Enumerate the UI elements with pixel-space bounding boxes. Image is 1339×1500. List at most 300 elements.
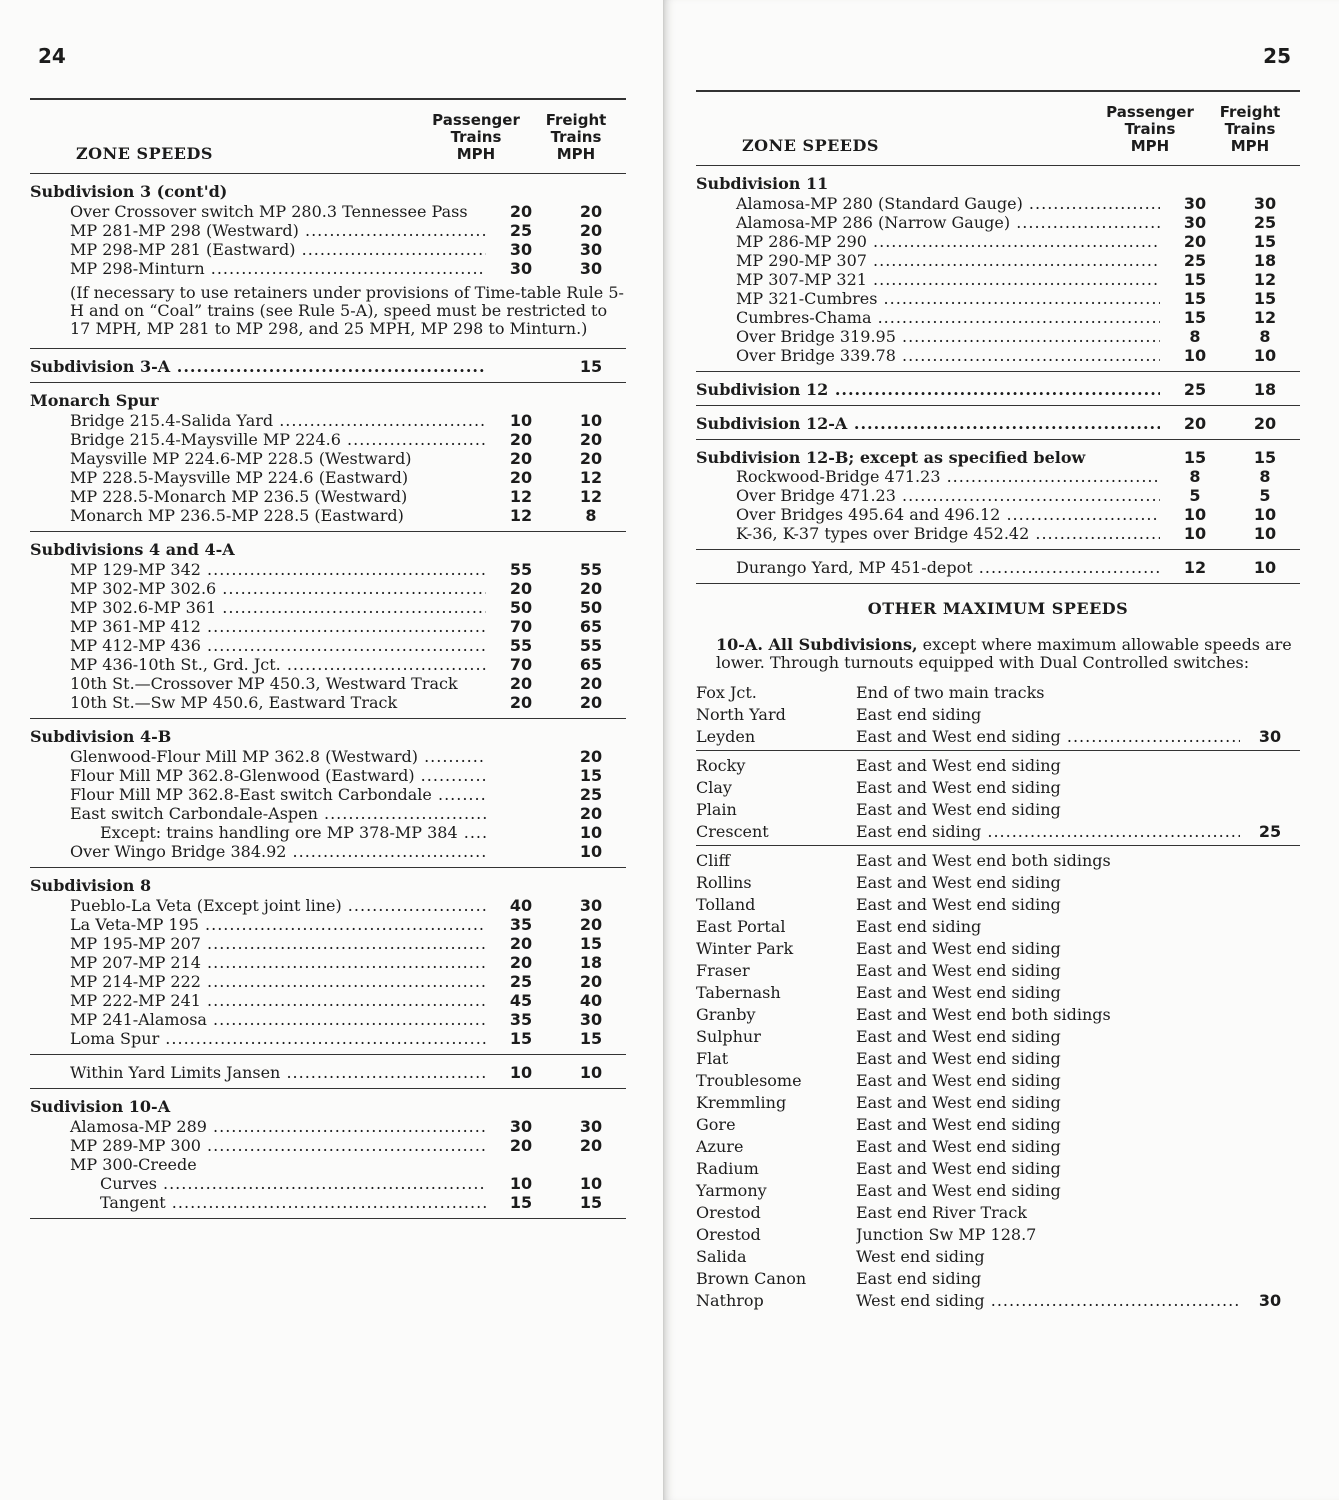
other-speeds-intro <box>696 628 1300 678</box>
station-name: Tabernash <box>696 983 781 1002</box>
table-row <box>696 346 1300 365</box>
passenger-speed: 20 <box>509 579 533 598</box>
row-text: Monarch MP 236.5-MP 228.5 (Eastward) <box>70 507 404 525</box>
station-name: Gore <box>696 1115 736 1134</box>
table-row <box>30 1029 626 1048</box>
passenger-speed: 20 <box>1183 414 1207 433</box>
column-header-line: MPH <box>556 145 596 163</box>
passenger-speed: 10 <box>509 1063 533 1082</box>
freight-speed: 20 <box>579 674 603 693</box>
section-2 <box>30 383 626 531</box>
table-row <box>30 449 626 468</box>
passenger-speed: 25 <box>509 221 533 240</box>
station-limit: Junction Sw MP 128.7 <box>856 1226 1037 1244</box>
table-header <box>696 92 1300 165</box>
passenger-column-header <box>426 112 526 163</box>
station-name: Rocky <box>696 756 746 775</box>
station-name: Sulphur <box>696 1027 761 1046</box>
section-title <box>696 449 1160 467</box>
row-text: Pueblo-La Veta (Except joint line) ..... <box>70 897 486 915</box>
table-row <box>30 747 626 766</box>
table-row <box>30 636 626 655</box>
passenger-speed: 12 <box>1183 558 1207 577</box>
column-header-line: Freight <box>545 111 607 129</box>
station-row <box>696 1068 1300 1090</box>
table-row <box>30 896 626 915</box>
row-description <box>30 561 486 579</box>
table-row <box>696 289 1300 308</box>
freight-speed: 20 <box>579 430 603 449</box>
station-name: Orestod <box>696 1225 761 1244</box>
freight-speed: 15 <box>579 357 603 376</box>
station-limit: East end River Track <box>856 1204 1027 1222</box>
row-description <box>30 694 486 712</box>
row-text: MP 290-MP 307 ..... <box>736 252 1160 270</box>
row-text: MP 300-Creede <box>70 1156 197 1174</box>
row-text: Glenwood-Flour Mill MP 362.8 (Westward) ..... <box>70 748 486 766</box>
row-text: Alamosa-MP 289 ..... <box>70 1118 486 1136</box>
passenger-speed: 10 <box>1183 505 1207 524</box>
row-text: MP 222-MP 241 ..... <box>70 992 486 1010</box>
table-row <box>30 506 626 525</box>
freight-speed: 5 <box>1259 486 1271 505</box>
table-row <box>30 430 626 449</box>
table-row <box>30 487 626 506</box>
station-row <box>696 1112 1300 1134</box>
station-limit: East and West end siding ..... <box>856 728 1240 746</box>
row-description <box>696 271 1160 289</box>
table-row <box>30 1174 626 1193</box>
row-description <box>696 328 1160 346</box>
passenger-speed: 20 <box>509 449 533 468</box>
freight-speed: 12 <box>579 468 603 487</box>
station-row <box>696 1134 1300 1156</box>
freight-speed: 20 <box>579 202 603 221</box>
station-name: Granby <box>696 1005 756 1024</box>
station-row <box>696 753 1300 775</box>
row-description <box>30 469 486 487</box>
row-text: MP 286-MP 290 ..... <box>736 233 1160 251</box>
column-header-line: MPH <box>1130 137 1170 155</box>
section-rule <box>30 1218 626 1219</box>
freight-speed: 15 <box>579 1029 603 1048</box>
freight-speed: 20 <box>579 221 603 240</box>
station-limit: End of two main tracks <box>856 684 1045 702</box>
row-description <box>30 580 486 598</box>
table-row <box>696 558 1300 577</box>
table-row <box>30 674 626 693</box>
passenger-speed: 70 <box>509 655 533 674</box>
freight-speed: 15 <box>579 1193 603 1212</box>
passenger-speed: 20 <box>509 468 533 487</box>
station-row <box>696 702 1300 724</box>
station-name: Rollins <box>696 873 752 892</box>
zone-speeds-table-left <box>30 98 626 1219</box>
station-row <box>696 775 1300 797</box>
row-text: MP 228.5-Maysville MP 224.6 (Eastward) <box>70 469 409 487</box>
station-name: East Portal <box>696 917 786 936</box>
station-limit: East and West end siding <box>856 1050 1061 1068</box>
freight-speed: 10 <box>579 1174 603 1193</box>
station-limit: East and West end siding <box>856 1138 1061 1156</box>
freight-speed: 8 <box>1259 327 1271 346</box>
row-text: MP 207-MP 214 ..... <box>70 954 486 972</box>
passenger-speed: 12 <box>509 506 533 525</box>
freight-speed: 40 <box>579 991 603 1010</box>
passenger-speed: 55 <box>509 560 533 579</box>
row-text: Bridge 215.4-Salida Yard ..... <box>70 412 486 430</box>
table-row <box>696 251 1300 270</box>
table-row <box>30 221 626 240</box>
passenger-speed: 20 <box>509 953 533 972</box>
row-text: K-36, K-37 types over Bridge 452.42 ..... <box>736 525 1160 543</box>
row-text: Bridge 215.4-Maysville MP 224.6 ..... <box>70 431 486 449</box>
section-header-row <box>696 380 1300 399</box>
freight-speed: 10 <box>579 842 603 861</box>
freight-speed: 18 <box>579 953 603 972</box>
row-text: MP 195-MP 207 ..... <box>70 935 486 953</box>
row-text: Over Bridge 339.78 ..... <box>736 347 1160 365</box>
station-row <box>696 848 1300 870</box>
table-row <box>30 1155 626 1174</box>
station-row <box>696 1178 1300 1200</box>
station-name: Plain <box>696 800 737 819</box>
row-description <box>30 222 486 240</box>
station-name: Fraser <box>696 961 750 980</box>
column-header-line: Passenger <box>1106 103 1194 121</box>
section-5 <box>30 868 626 1054</box>
table-row <box>30 842 626 861</box>
freight-speed: 12 <box>1253 270 1277 289</box>
section-title-text: Subdivision 12 ..... <box>696 381 1160 399</box>
table-row <box>696 308 1300 327</box>
station-row <box>696 1222 1300 1244</box>
passenger-speed: 10 <box>509 411 533 430</box>
table-row <box>30 1136 626 1155</box>
row-description <box>30 507 486 525</box>
table-row <box>696 270 1300 289</box>
passenger-speed: 25 <box>1183 380 1207 399</box>
row-text: Flour Mill MP 362.8-East switch Carbondale ..... <box>70 786 486 804</box>
row-description <box>30 1175 486 1193</box>
row-description <box>30 824 486 842</box>
row-description <box>30 1030 486 1048</box>
table-row <box>696 194 1300 213</box>
row-text: Maysville MP 224.6-MP 228.5 (Westward) <box>70 450 412 468</box>
section-header-row <box>30 357 626 376</box>
station-row <box>696 1266 1300 1288</box>
freight-speed: 20 <box>579 804 603 823</box>
row-text: Except: trains handling ore MP 378-MP 384 ..... <box>100 824 486 842</box>
intro-bold: 10-A. All Subdivisions, <box>716 635 918 654</box>
station-name: Orestod <box>696 1203 761 1222</box>
passenger-speed: 20 <box>509 202 533 221</box>
page-left <box>0 0 664 1500</box>
passenger-speed: 30 <box>509 259 533 278</box>
freight-speed: 30 <box>1253 194 1277 213</box>
station-row <box>696 1002 1300 1024</box>
page-number: 25 <box>1263 44 1291 68</box>
section-header-row <box>696 414 1300 433</box>
row-description <box>696 347 1160 365</box>
table-row <box>30 766 626 785</box>
section-title-text: Subdivision 12-A ..... <box>696 415 1160 433</box>
passenger-speed: 30 <box>509 1117 533 1136</box>
freight-speed: 30 <box>579 1117 603 1136</box>
section-0 <box>696 166 1300 371</box>
section-title: Subdivision 3 (cont'd) <box>30 182 228 201</box>
row-description <box>30 260 486 278</box>
row-text: 10th St.—Sw MP 450.6, Eastward Track <box>70 694 398 712</box>
passenger-speed: 15 <box>509 1029 533 1048</box>
freight-column-header <box>1200 104 1300 155</box>
passenger-speed: 45 <box>509 991 533 1010</box>
table-row <box>30 915 626 934</box>
freight-speed: 20 <box>579 579 603 598</box>
freight-speed: 8 <box>585 506 597 525</box>
passenger-speed: 12 <box>509 487 533 506</box>
section-6 <box>30 1055 626 1088</box>
station-limit: East and West end siding <box>856 779 1061 797</box>
passenger-speed: 10 <box>509 1174 533 1193</box>
row-text: MP 281-MP 298 (Westward) ..... <box>70 222 486 240</box>
row-text: MP 302-MP 302.6 ..... <box>70 580 486 598</box>
freight-speed: 12 <box>579 487 603 506</box>
row-description <box>30 954 486 972</box>
station-limit: East and West end siding <box>856 1094 1061 1112</box>
intro-rest: except where maximum allowable speeds are lower. Through turnouts equipped with Dual Controlled switches: <box>716 635 1292 672</box>
row-text: Alamosa-MP 286 (Narrow Gauge) ..... <box>736 214 1160 232</box>
station-limit: West end siding <box>856 1248 985 1266</box>
section-title: Subdivision 8 <box>30 876 152 895</box>
row-description <box>30 599 486 617</box>
row-description <box>30 656 486 674</box>
table-row <box>30 598 626 617</box>
passenger-speed: 15 <box>1183 270 1207 289</box>
station-limit: East and West end both sidings <box>856 1006 1111 1024</box>
passenger-speed: 20 <box>509 693 533 712</box>
row-description <box>696 233 1160 251</box>
station-row <box>696 724 1300 746</box>
station-row <box>696 870 1300 892</box>
row-description <box>30 805 486 823</box>
station-row <box>696 1244 1300 1266</box>
table-row <box>30 785 626 804</box>
station-name: Nathrop <box>696 1291 764 1310</box>
column-header-line: Passenger <box>432 111 520 129</box>
row-description <box>696 559 1160 577</box>
row-text: Rockwood-Bridge 471.23 ..... <box>736 468 1160 486</box>
row-description <box>696 290 1160 308</box>
section-0 <box>30 174 626 348</box>
table-row <box>30 1193 626 1212</box>
passenger-speed: 70 <box>509 617 533 636</box>
station-row <box>696 1024 1300 1046</box>
row-text: Tangent ..... <box>100 1194 486 1212</box>
column-header-line: Freight <box>1219 103 1281 121</box>
table-row <box>30 560 626 579</box>
passenger-speed: 20 <box>1183 232 1207 251</box>
row-text: MP 289-MP 300 ..... <box>70 1137 486 1155</box>
table-row <box>30 934 626 953</box>
row-text: Over Bridges 495.64 and 496.12 ..... <box>736 506 1160 524</box>
table-row <box>30 468 626 487</box>
row-description <box>696 525 1160 543</box>
freight-speed: 15 <box>579 934 603 953</box>
row-text: MP 436-10th St., Grd. Jct. ..... <box>70 656 486 674</box>
freight-speed: 12 <box>1253 308 1277 327</box>
table-header <box>30 100 626 173</box>
section-header-row <box>696 448 1300 467</box>
station-speed: 30 <box>1258 727 1282 746</box>
row-description <box>696 252 1160 270</box>
table-row <box>30 240 626 259</box>
row-text: Over Bridge 319.95 ..... <box>736 328 1160 346</box>
station-name: Winter Park <box>696 939 794 958</box>
station-name: Crescent <box>696 822 769 841</box>
section-3 <box>30 532 626 718</box>
freight-speed: 65 <box>579 655 603 674</box>
freight-speed: 15 <box>1253 289 1277 308</box>
row-text: MP 228.5-Monarch MP 236.5 (Westward) <box>70 488 408 506</box>
row-description <box>30 935 486 953</box>
freight-speed: 20 <box>579 1136 603 1155</box>
row-text: MP 298-Minturn ..... <box>70 260 486 278</box>
row-description <box>30 843 486 861</box>
row-text: Curves ..... <box>100 1175 486 1193</box>
passenger-speed: 15 <box>509 1193 533 1212</box>
row-text: Durango Yard, MP 451-depot ..... <box>736 559 1160 577</box>
row-description <box>30 916 486 934</box>
station-row <box>696 1090 1300 1112</box>
section-title <box>30 358 486 376</box>
page-right <box>664 0 1339 1500</box>
table-row <box>30 953 626 972</box>
passenger-speed: 35 <box>509 1010 533 1029</box>
station-name: Yarmony <box>696 1181 767 1200</box>
freight-speed: 50 <box>579 598 603 617</box>
row-description <box>30 748 486 766</box>
station-limit: East end siding <box>856 1270 982 1288</box>
freight-column-header <box>526 112 626 163</box>
station-row <box>696 819 1300 841</box>
station-name: Kremmling <box>696 1093 787 1112</box>
freight-speed: 65 <box>579 617 603 636</box>
row-text: MP 307-MP 321 ..... <box>736 271 1160 289</box>
row-description <box>696 506 1160 524</box>
row-text: Over Crossover switch MP 280.3 Tennessee Pass <box>70 203 468 221</box>
row-description <box>30 488 486 506</box>
row-text: Over Wingo Bridge 384.92 ..... <box>70 843 486 861</box>
station-limit: East and West end siding <box>856 1182 1061 1200</box>
table-title: ZONE SPEEDS <box>742 136 879 155</box>
station-row <box>696 797 1300 819</box>
section-title: Subdivisions 4 and 4-A <box>30 540 235 559</box>
row-description <box>30 786 486 804</box>
station-row <box>696 958 1300 980</box>
station-row <box>696 1288 1300 1310</box>
freight-speed: 15 <box>1253 448 1277 467</box>
row-description <box>696 214 1160 232</box>
station-speed: 30 <box>1258 1291 1282 1310</box>
freight-speed: 10 <box>1253 505 1277 524</box>
row-description <box>696 309 1160 327</box>
station-limit: East and West end siding <box>856 801 1061 819</box>
station-limit: East and West end siding <box>856 984 1061 1002</box>
row-description <box>30 450 486 468</box>
table-row <box>696 327 1300 346</box>
station-limit: East end siding ..... <box>856 823 1240 841</box>
station-group <box>696 678 1300 750</box>
row-text: MP 129-MP 342 ..... <box>70 561 486 579</box>
row-description <box>30 1194 486 1212</box>
station-name: Radium <box>696 1159 759 1178</box>
page-number: 24 <box>38 44 66 68</box>
station-name: Troublesome <box>696 1071 802 1090</box>
station-name: Flat <box>696 1049 729 1068</box>
table-row <box>30 617 626 636</box>
row-text: Flour Mill MP 362.8-Glenwood (Eastward) ..... <box>70 767 486 785</box>
column-header-line: MPH <box>456 145 496 163</box>
freight-speed: 10 <box>579 823 603 842</box>
row-description <box>30 412 486 430</box>
station-name: Brown Canon <box>696 1269 807 1288</box>
freight-speed: 20 <box>579 972 603 991</box>
table-row <box>696 213 1300 232</box>
section-7 <box>30 1089 626 1218</box>
row-description <box>30 675 486 693</box>
station-limit: West end siding ..... <box>856 1292 1240 1310</box>
section-title-text: Subdivision 12-B; except as specified below <box>696 449 1086 467</box>
freight-speed: 20 <box>579 449 603 468</box>
table-row <box>30 202 626 221</box>
freight-speed: 20 <box>579 693 603 712</box>
station-row <box>696 980 1300 1002</box>
passenger-speed: 20 <box>509 934 533 953</box>
station-limit: East end siding <box>856 918 982 936</box>
row-description <box>30 1118 486 1136</box>
passenger-speed: 5 <box>1189 486 1201 505</box>
station-limit: East and West end siding <box>856 1028 1061 1046</box>
station-row <box>696 892 1300 914</box>
row-text: La Veta-MP 195 ..... <box>70 916 486 934</box>
freight-speed: 30 <box>579 240 603 259</box>
station-row <box>696 1200 1300 1222</box>
row-description <box>30 1137 486 1155</box>
freight-speed: 10 <box>1253 346 1277 365</box>
station-name: Fox Jct. <box>696 683 757 702</box>
section-4 <box>30 719 626 867</box>
section-title <box>696 381 1160 399</box>
row-text: MP 361-MP 412 ..... <box>70 618 486 636</box>
table-row <box>30 1010 626 1029</box>
row-description <box>30 431 486 449</box>
station-name: Cliff <box>696 851 730 870</box>
passenger-speed: 20 <box>509 674 533 693</box>
passenger-speed: 8 <box>1189 327 1201 346</box>
other-maximum-speeds-title: OTHER MAXIMUM SPEEDS <box>867 599 1129 618</box>
passenger-speed: 50 <box>509 598 533 617</box>
passenger-speed: 20 <box>509 430 533 449</box>
freight-speed: 18 <box>1253 251 1277 270</box>
station-row <box>696 936 1300 958</box>
passenger-speed: 30 <box>1183 194 1207 213</box>
section-title <box>696 415 1160 433</box>
row-text: MP 412-MP 436 ..... <box>70 637 486 655</box>
station-limit: East and West end siding <box>856 940 1061 958</box>
table-title: ZONE SPEEDS <box>76 144 213 163</box>
section-title: Sudivision 10-A <box>30 1097 171 1116</box>
